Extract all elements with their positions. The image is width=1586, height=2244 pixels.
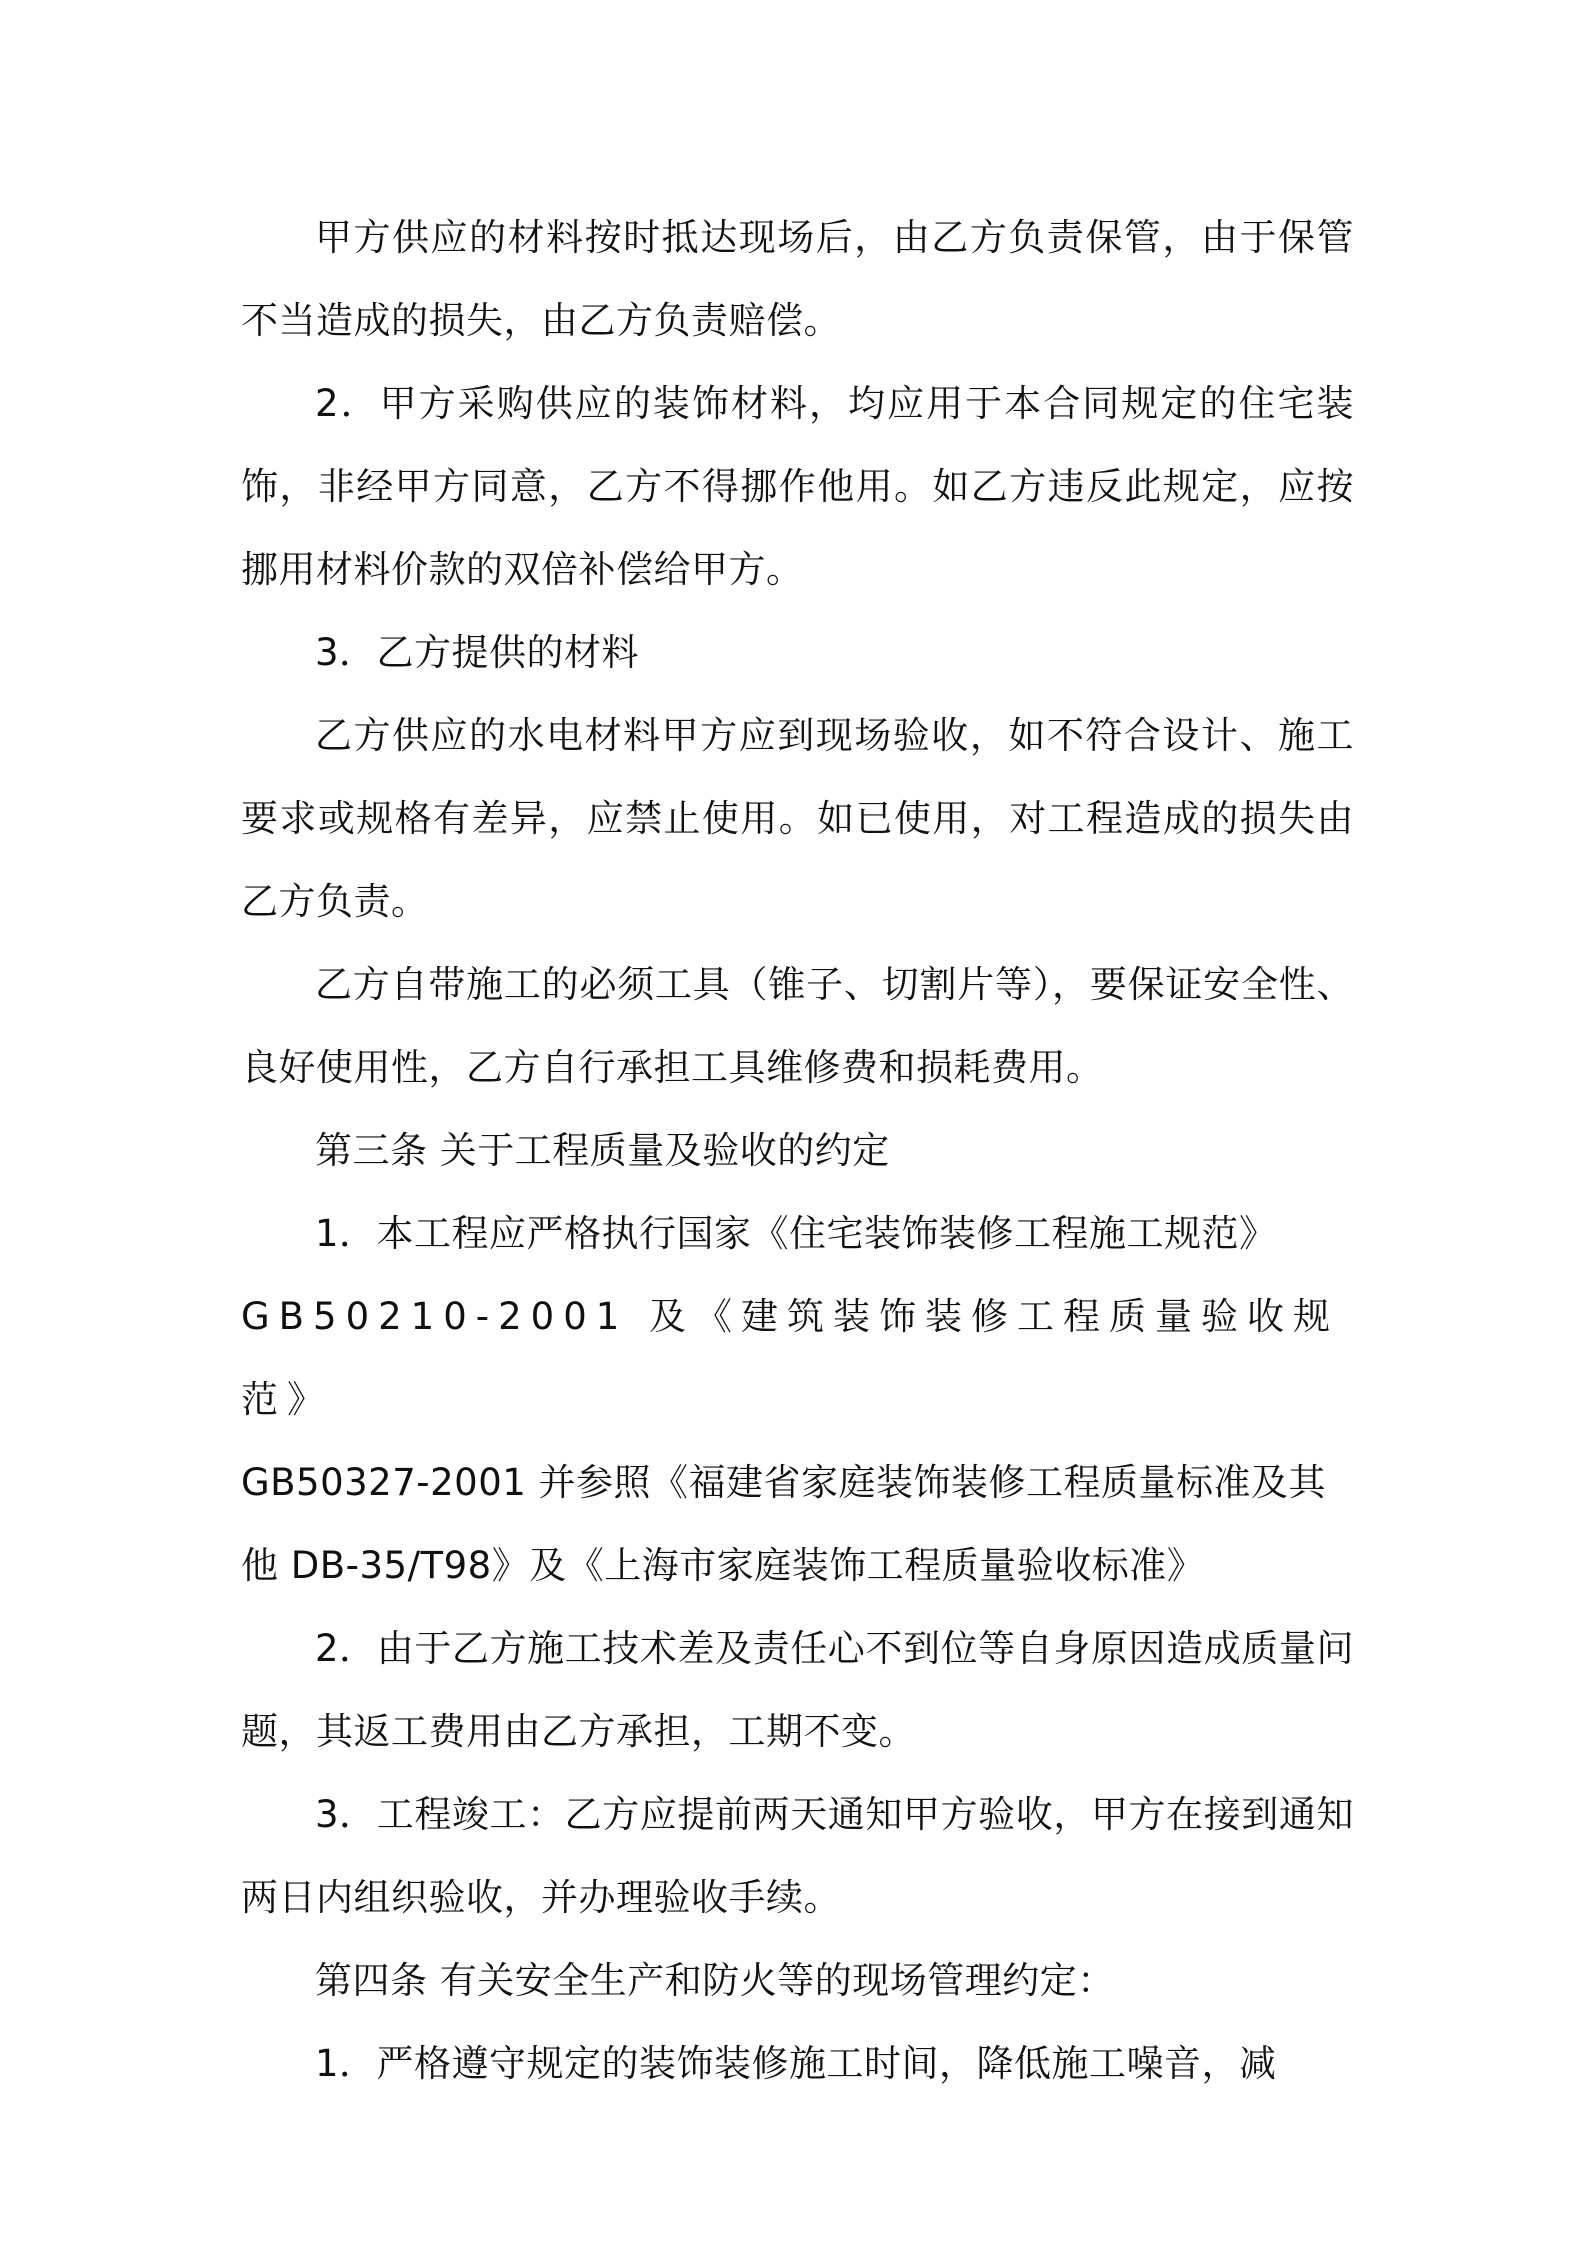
paragraph-material-custody: 甲方供应的材料按时抵达现场后，由乙方负责保管，由于保管不当造成的损失，由乙方负责赔偿。 <box>241 216 1354 342</box>
paragraph-material-inspection: 乙方供应的水电材料甲方应到现场验收，如不符合设计、施工要求或规格有差异，应禁止使用。如已使用，对工程造成的损失由乙方负责。 <box>241 714 1354 923</box>
document-body <box>241 196 1354 2105</box>
quality-standards-line-4: 他 DB-35/T98》及《上海市家庭装饰工程质量验收标准》 <box>241 1544 1205 1587</box>
paragraph-material-usage: 2．甲方采购供应的装饰材料，均应用于本合同规定的住宅装饰，非经甲方同意，乙方不得挪作他用。如乙方违反此规定，应按挪用材料价款的双倍补偿给甲方。 <box>241 382 1354 591</box>
paragraph-construction-hours: 1．严格遵守规定的装饰装修施工时间，降低施工噪音，减 <box>315 2042 1277 2085</box>
paragraph-rework-cost: 2．由于乙方施工技术差及责任心不到位等自身原因造成质量问题，其返工费用由乙方承担，工期不变。 <box>241 1627 1354 1753</box>
paragraph-quality-standards <box>241 1192 1354 1607</box>
article-three-heading: 第三条 关于工程质量及验收的约定 <box>315 1129 890 1172</box>
quality-standards-line-2: GB50210-2001 及《建筑装饰装修工程质量验收规范》 <box>241 1295 1340 1421</box>
quality-standards-line-3: GB50327-2001 并参照《福建省家庭装饰装修工程质量标准及其 <box>241 1461 1327 1504</box>
paragraph-completion-acceptance: 3．工程竣工：乙方应提前两天通知甲方验收，甲方在接到通知两日内组织验收，并办理验收手续。 <box>241 1793 1354 1919</box>
paragraph-contractor-materials-heading: 3．乙方提供的材料 <box>315 631 640 674</box>
article-four-heading: 第四条 有关安全生产和防火等的现场管理约定： <box>315 1959 1115 2002</box>
quality-standards-line-1: 1．本工程应严格执行国家《住宅装饰装修工程施工规范》 <box>315 1212 1277 1255</box>
paragraph-tools: 乙方自带施工的必须工具（锥子、切割片等），要保证安全性、良好使用性，乙方自行承担工具维修费和损耗费用。 <box>241 963 1354 1089</box>
